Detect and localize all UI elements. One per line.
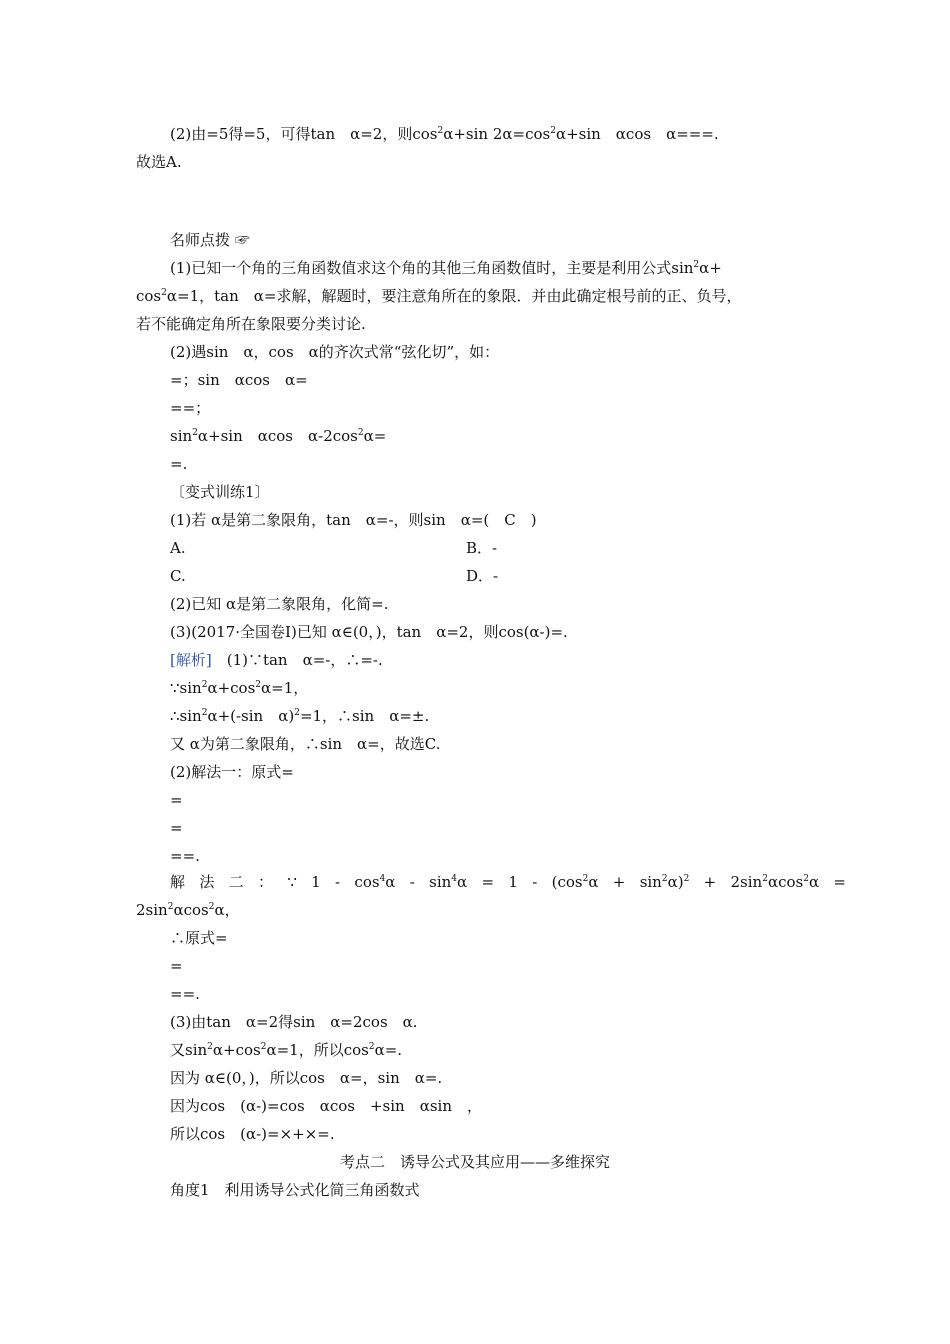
text-line-18: (2)已知 α是第二象限角，化简=. <box>170 595 389 613</box>
text-line-31: = <box>170 957 183 975</box>
text-line-17: D．- <box>466 567 499 585</box>
text-line-33: (3)由tan α=2得sin α=2cos α. <box>170 1013 418 1031</box>
text-line-15: B．- <box>466 539 498 557</box>
text-line-20: [解析] (1)∵tan α=-，∴=-. <box>170 651 383 669</box>
text-line-37: 所以cos (α-)=×+×=. <box>170 1125 335 1143</box>
text-line-10: $\sin^2\alpha+\sin$ αcos $\alpha-2\cos^2\alpha=$ <box>170 427 387 445</box>
text-line-36: 因为cos (α-)=cos αcos +sin αsin ， <box>170 1097 482 1115</box>
text-line-8: =；sin αcos α= <box>170 371 308 389</box>
text-line-4: (1)已知一个角的三角函数值求这个角的其他三角函数值时，主要是利用公式$\sin^2\alpha+$ <box>170 259 722 277</box>
text-line-30: ∴原式= <box>170 929 228 947</box>
text-line-38: 考点二 诱导公式及其应用——多维探究 <box>339 1153 610 1171</box>
text-line-12: 〔变式训练1〕 <box>170 483 270 501</box>
text-line-5: $\cos^2\alpha=1$，tan α=求解，解题时，要注意角所在的象限．并由此确定根号前的正、负号， <box>136 287 742 305</box>
text-line-28: 解 法 二 ： ∵ 1 - $\cos^4\alpha$ - $\sin^4\alpha$ = 1 - ($\cos^2\alpha$ + $\sin^2\alpha)^2$ + $2\sin^2\alpha\cos^2\alpha$ = <box>170 873 846 891</box>
text-line-35: 因为 α∈(0，)，所以cos α=，sin α=. <box>170 1069 443 1087</box>
text-line-1: (2)由=5得=5，可得tan α=2，则$\cos^2\alpha+\sin$ $2\alpha=\cos^2\alpha+\sin$ αcos α===. <box>170 125 719 143</box>
text-line-22: $\therefore\sin^2\alpha+(-\sin$ α)$^2$=1，∴sin α=±. <box>170 707 430 725</box>
text-line-26: = <box>170 819 183 837</box>
text-line-24: (2)解法一：原式= <box>170 763 294 781</box>
text-line-13: (1)若 α是第二象限角，tan α=-，则sin α=( C ) <box>170 511 537 529</box>
text-line-25: = <box>170 791 183 809</box>
text-line-19: (3)(2017·全国卷Ⅰ)已知 α∈(0，)，tan α=2，则cos(α-)=. <box>170 623 568 641</box>
text-line-21: $\because\sin^2\alpha+\cos^2\alpha=1$， <box>170 679 309 697</box>
text-line-9: ==； <box>170 399 211 417</box>
text-line-16: C. <box>170 567 186 585</box>
text-line-34: 又$\sin^2\alpha+\cos^2\alpha=1$，所以$\cos^2\alpha=$. <box>170 1041 403 1059</box>
text-line-23: 又 α为第二象限角，∴sin α=，故选C. <box>170 735 441 753</box>
text-line-29: $2\sin^2\alpha\cos^2\alpha$， <box>136 901 240 919</box>
text-line-14: A. <box>170 539 186 557</box>
text-line-7: (2)遇sin α，cos α的齐次式常“弦化切”，如： <box>170 343 500 361</box>
text-line-6: 若不能确定角所在象限要分类讨论. <box>136 315 366 333</box>
text-line-11: =. <box>170 455 188 473</box>
text-line-3: 名师点拨 ☞ <box>170 231 250 249</box>
text-line-32: ==. <box>170 985 200 1003</box>
text-line-39: 角度1 利用诱导公式化简三角函数式 <box>170 1181 420 1199</box>
text-line-27: ==. <box>170 847 200 865</box>
text-line-2: 故选A. <box>136 153 182 171</box>
